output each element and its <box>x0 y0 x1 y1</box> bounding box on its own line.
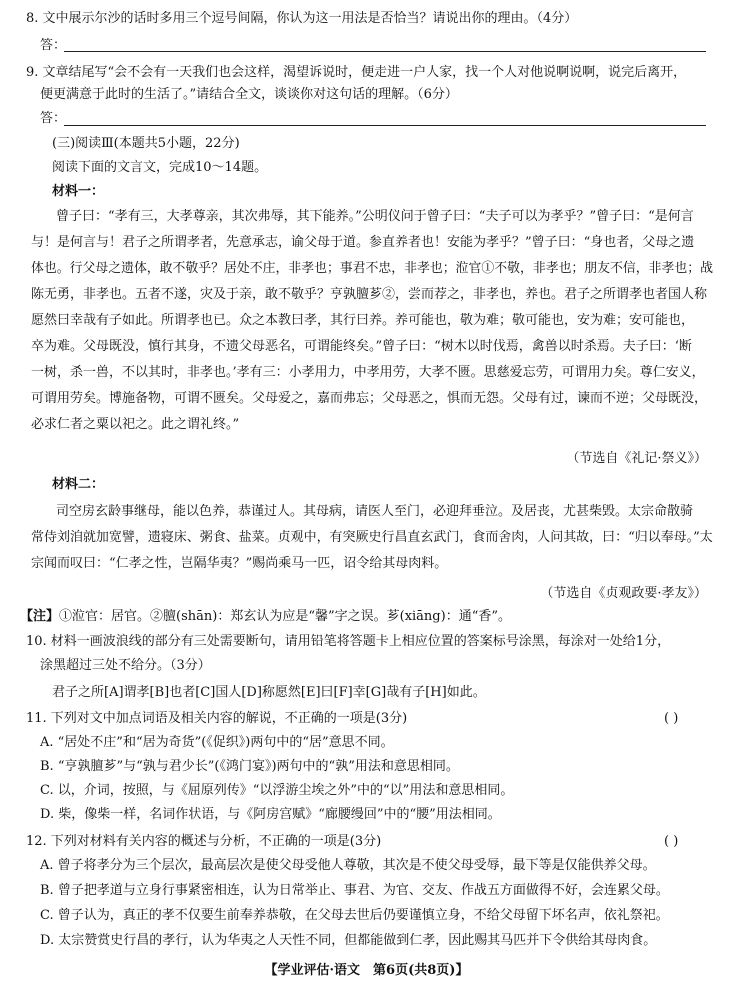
material2-heading: 材料二： <box>52 477 105 492</box>
section-title: (三)阅读Ⅲ(本题共5小题，22分) <box>52 136 240 151</box>
material2-line: 司空房玄龄事继母，能以色养，恭谨过人。其母病，请医人至门，必迎拜垂泣。及居丧，尤甚柴毁。太宗命散骑 <box>56 504 694 519</box>
answer-line-9[interactable] <box>64 125 706 126</box>
material1-line: 陈无勇，非孝也。五者不遂，灾及于亲，敢不敬乎？亨孰膻芗②，尝而荐之，非孝也，养也。君子之所谓孝也者国人称 <box>31 287 708 302</box>
material2-line: 宗闻而叹曰：“仁孝之性，岂隔华夷？”赐尚乘马一匹，诏令给其母肉料。 <box>31 556 448 571</box>
q11-option: B. “亨孰膻芗”与“孰与君少长”(《鸿门宴》)两句中的“孰”用法和意思相同。 <box>40 759 459 774</box>
q11-option: D. 柴，像柴一样，名词作状语，与《阿房宫赋》“廊腰缦回”中的“腰”用法相同。 <box>40 807 501 822</box>
question-11-stem: 11. 下列对文中加点词语及相关内容的解说，不正确的一项是(3分) <box>26 711 408 726</box>
material1-line: 与！是何言与！君子之所谓孝者，先意承志，谕父母于道。参直养者也！安能为孝乎？”曾子曰：“身也者，父母之遗 <box>31 235 695 250</box>
material1-heading: 材料一： <box>52 184 105 199</box>
q12-option: D. 太宗赞赏史行昌的孝行，认为华夷之人天性不同，但都能做到仁孝，因此赐其马匹并下令供给其母肉食。 <box>40 933 657 948</box>
material1-source: （节选自《礼记·祭义》） <box>566 451 707 466</box>
answer-paren-11[interactable]: ( ) <box>664 711 679 726</box>
material2-source: （节选自《贞观政要·孝友》） <box>540 586 707 601</box>
note-text: ①涖官：居官。②膻(shān)：郑玄认为应是“馨”字之误。芗(xiāng)：通“香”。 <box>59 609 511 624</box>
material1-line: 愿然曰幸哉有子如此。所谓孝也已。众之本教曰孝，其行曰养。养可能也，敬为难；敬可能也，安为难；安可能也， <box>31 313 695 328</box>
material1-line: 卒为难。父母既没，慎行其身，不遗父母恶名，可谓能终矣。”曾子曰：“树木以时伐焉，禽兽以时杀焉。夫子曰：‘断 <box>31 339 692 354</box>
material1-line: 必求仁者之粟以祀之。此之谓礼终。” <box>31 417 240 432</box>
material1-line: 一树，杀一兽，不以其时，非孝也。’孝有三：小孝用力，中孝用劳，大孝不匮。思慈爱忘劳，可谓用力矣。尊仁安义， <box>31 365 705 380</box>
question-8: 8. 文中展示尔沙的话时多用三个逗号间隔，你认为这一用法是否恰当？请说出你的理由。（4分） <box>26 11 578 26</box>
material1-line: 曾子曰：“孝有三，大孝尊亲，其次弗辱，其下能养。”公明仪问于曾子曰：“夫子可以为孝乎？”曾子曰：“是何言 <box>56 209 694 224</box>
answer-line-8[interactable] <box>64 51 706 52</box>
q12-option: C. 曾子认为，真正的孝不仅要生前奉养恭敬，在父母去世后仍要谨慎立身，不给父母留下坏名声，依礼祭祀。 <box>40 908 669 923</box>
answer-label-8: 答： <box>40 38 67 53</box>
answer-paren-12[interactable]: ( ) <box>664 834 679 849</box>
answer-label-9: 答： <box>40 111 67 126</box>
note <box>20 606 511 627</box>
q11-option: C. 以，介词，按照，与《屈原列传》“以浮游尘埃之外”中的“以”用法和意思相同。 <box>40 783 514 798</box>
question-10-line2: 涂黑超过三处不给分。（3分） <box>40 658 211 673</box>
q12-option: B. 曾子把孝道与立身行事紧密相连，认为日常举止、事君、为官、交友、作战五方面做得不好，会连累父母。 <box>40 883 669 898</box>
question-9-line1: 9. 文章结尾写“会不会有一天我们也会这样，渴望诉说时，便走进一户人家，找一个人对他说啊说啊，说完后离开， <box>26 65 687 80</box>
material1-line: 体也。行父母之遗体，敢不敬乎？居处不庄，非孝也；事君不忠，非孝也；涖官①不敬，非孝也；朋友不信，非孝也；战 <box>31 261 713 276</box>
question-10-line1: 10. 材料一画波浪线的部分有三处需要断句，请用铅笔将答题卡上相应位置的答案标号涂黑，每涂对一处给1分， <box>26 634 671 649</box>
q12-option: A. 曾子将孝分为三个层次，最高层次是使父母受他人尊敬，其次是不使父母受辱，最下等是仅能供养父母。 <box>40 858 656 873</box>
question-9-line2: 便更满意于此时的生活了。”请结合全文，谈谈你对这句话的理解。（6分） <box>40 87 458 102</box>
q11-option: A. “居处不庄”和“居为奇货”(《促织》)两句中的“居”意思不同。 <box>40 735 394 750</box>
material1-line: 可谓用劳矣。博施备物，可谓不匮矣。父母爱之，嘉而弗忘；父母恶之，惧而无怨。父母有过，谏而不逆；父母既没， <box>31 391 708 406</box>
page-footer: 【学业评估·语文 第6页(共8页)】 <box>264 963 469 978</box>
section-instruction: 阅读下面的文言文，完成10～14题。 <box>52 160 268 175</box>
material2-line: 常侍刘洎就加宽譬，遗寝床、粥食、盐菜。贞观中，有突厥史行昌直玄武门，食而舍肉，人问其故，曰：“归以奉母。”太 <box>31 530 713 545</box>
note-label: 【注】 <box>20 609 60 624</box>
question-10-option: 君子之所[A]谓孝[B]也者[C]国人[D]称愿然[E]曰[F]幸[G]哉有子[H]如此。 <box>52 685 486 700</box>
question-12-stem: 12. 下列对材料有关内容的概述与分析，不正确的一项是(3分) <box>26 834 382 849</box>
